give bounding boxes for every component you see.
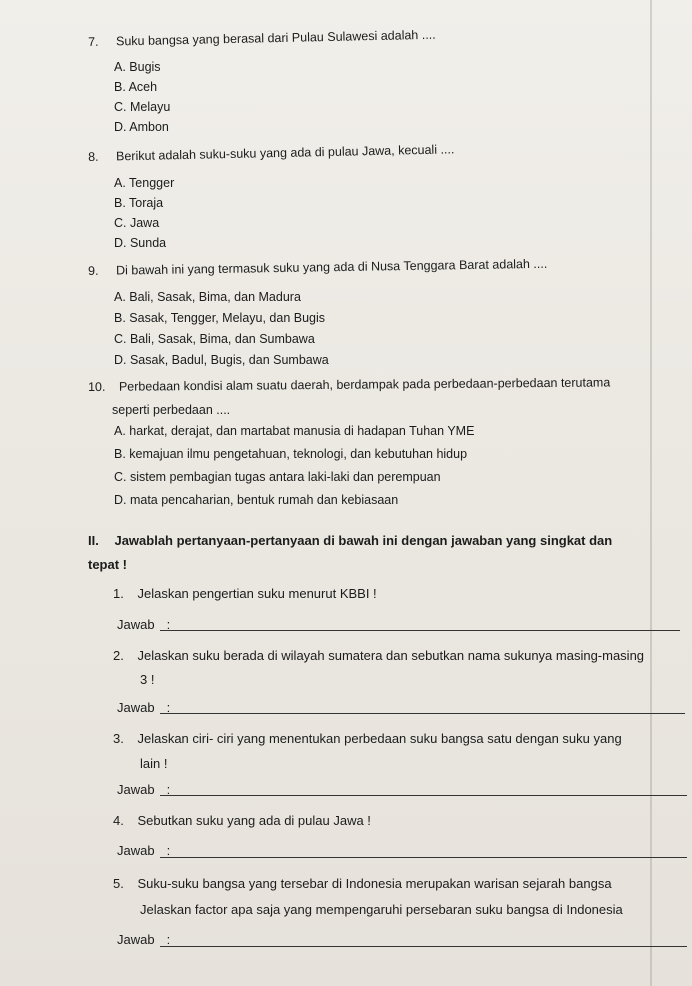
option-9d: D. Sasak, Badul, Bugis, dan Sumbawa: [114, 353, 329, 367]
answer-label-3: Jawab :: [117, 782, 171, 797]
question-text: Di bawah ini yang termasuk suku yang ada di Nusa Tenggara Barat adalah ....: [115, 256, 548, 278]
section-numeral: II.: [88, 533, 99, 548]
question-text: Suku bangsa yang berasal dari Pulau Sulawesi adalah ....: [115, 27, 436, 49]
essay-1: [113, 586, 377, 601]
option-7d: D. Ambon: [114, 120, 169, 134]
option-10b: B. kemajuan ilmu pengetahuan, teknologi, dan kebutuhan hidup: [114, 447, 468, 461]
answer-label-5: Jawab :: [117, 932, 171, 947]
question-10-continued: seperti perbedaan ....: [112, 403, 231, 417]
question-text: Berikut adalah suku-suku yang ada di pulau Jawa, kecuali ....: [115, 142, 455, 164]
essay-2: [113, 648, 644, 663]
essay-5: [113, 876, 612, 891]
essay-4: [113, 813, 371, 828]
essay-number: 2.: [113, 648, 124, 663]
option-10a: A. harkat, derajat, dan martabat manusia di hadapan Tuhan YME: [114, 424, 475, 438]
essay-number: 4.: [113, 813, 124, 828]
answer-label-2: Jawab :: [117, 700, 171, 715]
question-number: 8.: [88, 149, 99, 164]
option-7a: A. Bugis: [114, 60, 161, 74]
option-8c: C. Jawa: [114, 216, 160, 230]
section-2-heading-continued: tepat !: [88, 557, 127, 572]
option-9a: A. Bali, Sasak, Bima, dan Madura: [114, 290, 301, 304]
option-10d: D. mata pencaharian, bentuk rumah dan kebiasaan: [114, 493, 399, 507]
option-7b: B. Aceh: [114, 80, 158, 94]
answer-line-3[interactable]: [160, 795, 687, 796]
essay-number: 5.: [113, 876, 124, 891]
option-8d: D. Sunda: [114, 236, 167, 250]
question-text: Perbedaan kondisi alam suatu daerah, berdampak pada perbedaan-perbedaan terutama: [118, 375, 611, 394]
answer-line-5[interactable]: [160, 946, 687, 947]
option-7c: C. Melayu: [114, 100, 171, 114]
essay-text: Sebutkan suku yang ada di pulau Jawa !: [137, 813, 371, 828]
answer-line-2[interactable]: [160, 713, 685, 714]
option-9b: B. Sasak, Tengger, Melayu, dan Bugis: [114, 311, 326, 325]
essay-3: [113, 731, 622, 746]
answer-line-1[interactable]: [160, 630, 680, 631]
option-9c: C. Bali, Sasak, Bima, dan Sumbawa: [114, 332, 315, 346]
essay-text: Jelaskan ciri- ciri yang menentukan perbedaan suku bangsa satu dengan suku yang: [137, 731, 622, 746]
answer-label-1: Jawab :: [117, 617, 171, 632]
answer-label-4: Jawab :: [117, 843, 171, 858]
option-8a: A. Tengger: [114, 176, 175, 190]
question-number: 9.: [88, 263, 99, 278]
essay-text: Jelaskan pengertian suku menurut KBBI !: [137, 586, 377, 601]
question-number: 7.: [88, 34, 99, 49]
page-fold-shadow: [650, 0, 652, 986]
option-10c: C. sistem pembagian tugas antara laki-laki dan perempuan: [114, 470, 441, 484]
question-number: 10.: [88, 379, 106, 394]
answer-line-4[interactable]: [160, 857, 687, 858]
section-2-heading: [88, 533, 612, 548]
section-instruction: Jawablah pertanyaan-pertanyaan di bawah ini dengan jawaban yang singkat dan: [114, 533, 613, 548]
essay-text: Jelaskan suku berada di wilayah sumatera dan sebutkan nama sukunya masing-masing: [137, 648, 645, 663]
option-8b: B. Toraja: [114, 196, 164, 210]
essay-2-continued: 3 !: [140, 672, 155, 687]
essay-3-continued: lain !: [140, 756, 168, 771]
essay-text: Suku-suku bangsa yang tersebar di Indonesia merupakan warisan sejarah bangsa: [137, 876, 612, 891]
essay-5-continued: Jelaskan factor apa saja yang mempengaruhi persebaran suku bangsa di Indonesia: [140, 902, 623, 917]
essay-number: 1.: [113, 586, 124, 601]
essay-number: 3.: [113, 731, 124, 746]
